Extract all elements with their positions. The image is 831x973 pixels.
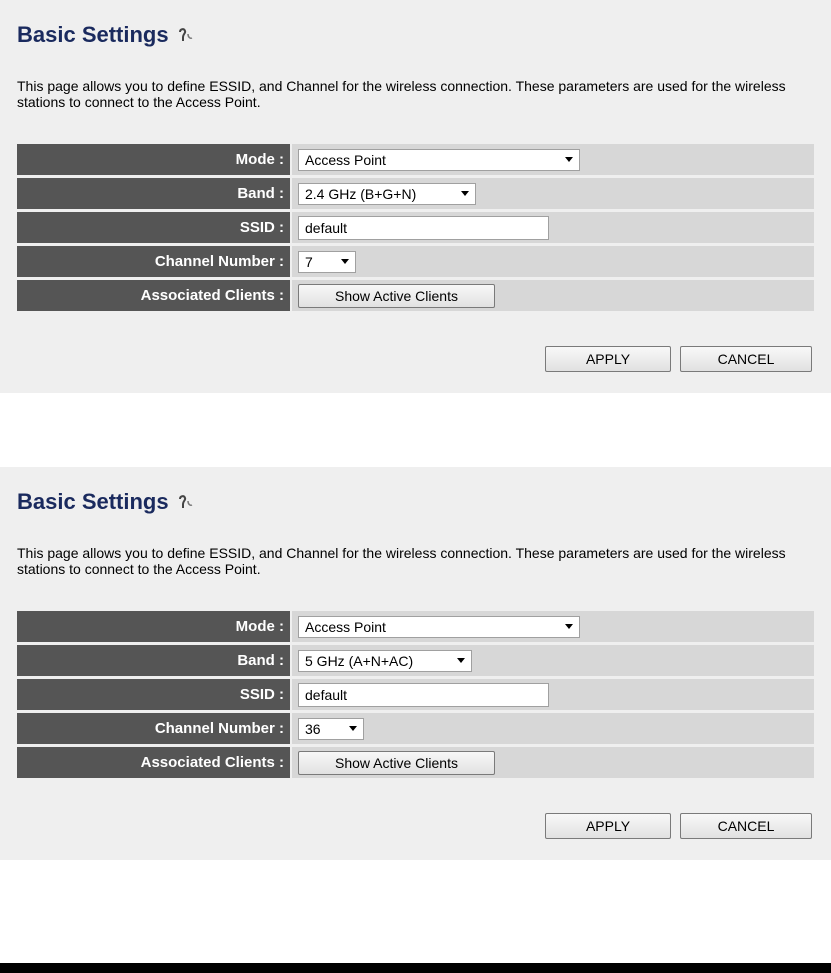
settings-panel-5g [0,467,831,860]
band-row [17,178,814,209]
band-label: Band : [17,178,290,209]
mode-select[interactable] [298,149,580,171]
page-title-text: Basic Settings [17,489,169,514]
chevron-down-icon [461,191,469,196]
band-row [17,645,814,676]
chevron-down-icon [341,259,349,264]
clients-row [17,280,814,311]
bottom-divider [0,963,831,973]
channel-row [17,713,814,744]
mode-select[interactable] [298,616,580,638]
settings-form [17,144,814,314]
channel-select[interactable] [298,718,364,740]
channel-select-value: 36 [305,720,321,737]
show-active-clients-button[interactable]: Show Active Clients [298,284,495,308]
settings-form [17,611,814,781]
page-title-text: Basic Settings [17,22,169,47]
channel-label: Channel Number : [17,246,290,277]
page-description: This page allows you to define ESSID, and Channel for the wireless connection. These parameters are used for the wireless stations to connect to the Access Point. [17,78,786,110]
chevron-down-icon [565,157,573,162]
settings-panel-2g [0,0,831,393]
mode-label: Mode : [17,611,290,642]
chevron-down-icon [457,658,465,663]
ssid-row [17,212,814,243]
cancel-button[interactable]: CANCEL [680,813,812,839]
band-select-value: 5 GHz (A+N+AC) [305,652,414,669]
mode-select-value: Access Point [305,618,386,635]
band-label: Band : [17,645,290,676]
chevron-down-icon [565,624,573,629]
band-select[interactable] [298,650,472,672]
clients-row [17,747,814,778]
ssid-input[interactable]: default [298,683,549,707]
ssid-input[interactable]: default [298,216,549,240]
mode-row [17,144,814,175]
chevron-down-icon [349,726,357,731]
page-title [17,20,195,50]
mode-select-value: Access Point [305,151,386,168]
channel-row [17,246,814,277]
apply-button[interactable]: APPLY [545,813,671,839]
ssid-label: SSID : [17,212,290,243]
mode-label: Mode : [17,144,290,175]
band-select[interactable] [298,183,476,205]
help-icon[interactable] [175,492,195,512]
page-description: This page allows you to define ESSID, and Channel for the wireless connection. These parameters are used for the wireless stations to connect to the Access Point. [17,545,786,577]
page-title [17,487,195,517]
clients-label: Associated Clients : [17,280,290,311]
channel-select[interactable] [298,251,356,273]
show-active-clients-button[interactable]: Show Active Clients [298,751,495,775]
ssid-label: SSID : [17,679,290,710]
band-select-value: 2.4 GHz (B+G+N) [305,185,417,202]
ssid-row [17,679,814,710]
channel-select-value: 7 [305,253,313,270]
cancel-button[interactable]: CANCEL [680,346,812,372]
help-icon[interactable] [175,25,195,45]
apply-button[interactable]: APPLY [545,346,671,372]
mode-row [17,611,814,642]
channel-label: Channel Number : [17,713,290,744]
clients-label: Associated Clients : [17,747,290,778]
